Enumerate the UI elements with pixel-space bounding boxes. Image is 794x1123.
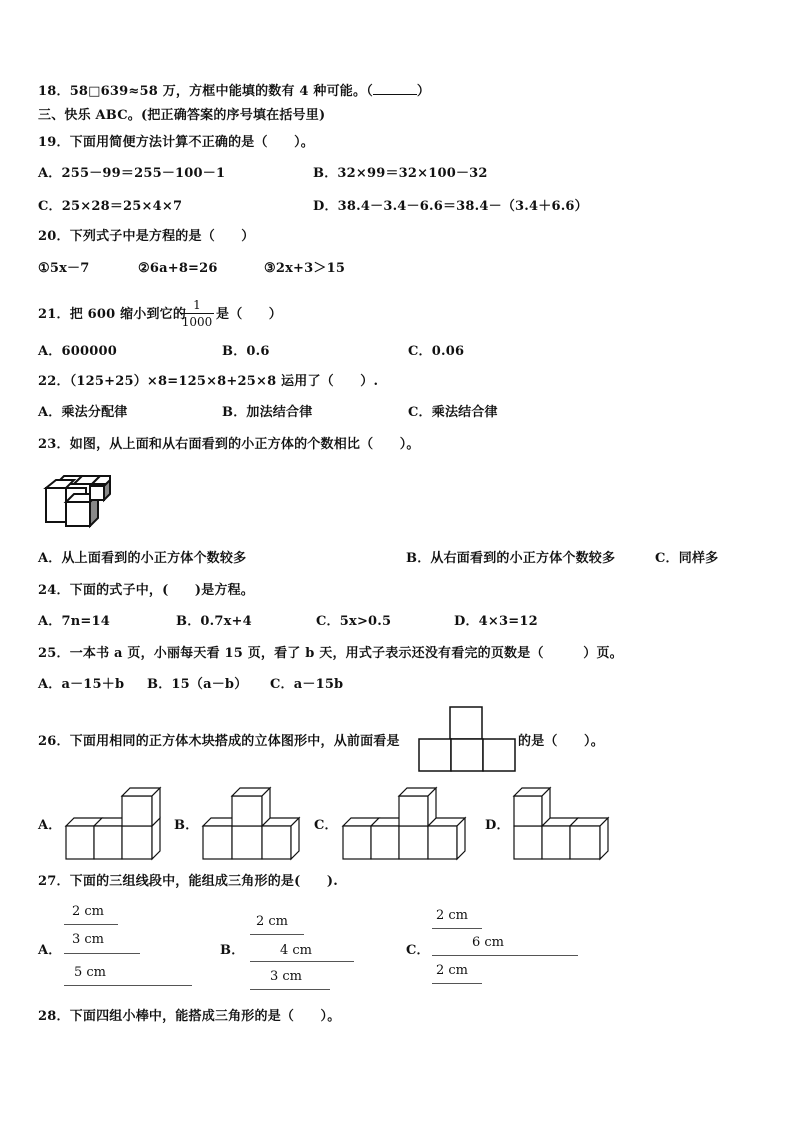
line-segment: [64, 924, 118, 925]
segment-length-label: 5 cm: [74, 965, 107, 980]
answer-blank[interactable]: [373, 83, 417, 95]
q24-option-d[interactable]: D．4×3=12: [454, 614, 538, 629]
section-heading: 三、快乐 ABC。(把正确答案的序号填在括号里): [38, 108, 326, 123]
fraction: [180, 297, 214, 330]
q20-option-1[interactable]: ①5x－7: [38, 261, 90, 276]
segment-length-label: 2 cm: [72, 904, 105, 919]
line-segment: [432, 928, 482, 929]
q23-option-c[interactable]: C．同样多: [655, 551, 719, 566]
question-23-stem: 23．如图，从上面和从右面看到的小正方体的个数相比（ ）。: [38, 437, 420, 452]
fraction-numerator: 1: [180, 297, 214, 314]
question-22-stem: 22．（125+25）×8=125×8+25×8 运用了（ ）.: [38, 374, 379, 389]
q26-option-b-figure[interactable]: [202, 786, 308, 862]
q20-option-2[interactable]: ②6a+8=26: [138, 261, 218, 276]
q27-option-c-label[interactable]: C．: [406, 943, 430, 958]
q21-option-a[interactable]: A．600000: [38, 344, 117, 359]
segment-length-label: 2 cm: [436, 908, 469, 923]
line-segment: [250, 989, 330, 990]
q26-stem-pre: 26．下面用相同的正方体木块搭成的立体图形中，从前面看是: [38, 734, 400, 749]
question-20-stem: 20．下列式子中是方程的是（ ）: [38, 229, 255, 244]
q22-option-c[interactable]: C．乘法结合律: [408, 405, 498, 420]
q25-option-c[interactable]: C．a－15b: [270, 677, 344, 692]
q18-close: ）: [416, 84, 431, 99]
line-segment: [64, 953, 140, 954]
q20-option-3[interactable]: ③2x+3＞15: [264, 261, 346, 276]
q19-option-c[interactable]: C．25×28＝25×4×7: [38, 199, 183, 214]
q22-option-a[interactable]: A．乘法分配律: [38, 405, 128, 420]
line-segment: [64, 985, 192, 986]
q24-option-c[interactable]: C．5x>0.5: [316, 614, 392, 629]
line-segment: [432, 983, 482, 984]
q24-option-a[interactable]: A．7n=14: [38, 614, 110, 629]
segment-length-label: 3 cm: [270, 969, 303, 984]
front-view-figure: [418, 706, 516, 772]
q19-option-a[interactable]: A．255－99＝255－100－1: [38, 166, 226, 181]
q19-option-b[interactable]: B．32×99＝32×100－32: [313, 166, 488, 181]
q26-option-d-label[interactable]: D．: [485, 818, 510, 833]
segment-length-label: 3 cm: [72, 932, 105, 947]
segment-length-label: 4 cm: [280, 943, 313, 958]
q26-option-d-figure[interactable]: [513, 786, 619, 862]
question-25-stem: 25．一本书 a 页，小丽每天看 15 页，看了 b 天，用式子表示还没有看完的页数是（ ）页。: [38, 646, 623, 661]
q21-stem-post: 是（ ）: [216, 307, 283, 322]
fraction-denominator: 1000: [181, 315, 213, 329]
question-27-stem: 27．下面的三组线段中，能组成三角形的是( ).: [38, 874, 338, 889]
q21-option-b[interactable]: B．0.6: [222, 344, 270, 359]
cube-arrangement-figure: [44, 476, 114, 530]
question-19-stem: 19．下面用简便方法计算不正确的是（ ）。: [38, 135, 314, 150]
q26-option-c-figure[interactable]: [342, 786, 470, 862]
q26-option-a-figure[interactable]: [65, 786, 171, 862]
question-18: [38, 83, 430, 100]
segment-length-label: 2 cm: [256, 914, 289, 929]
q21-option-c[interactable]: C．0.06: [408, 344, 465, 359]
q25-option-b[interactable]: B．15（a－b）: [147, 677, 248, 692]
q21-stem-pre: 21．把 600 缩小到它的: [38, 307, 187, 322]
q27-option-b-label[interactable]: B．: [220, 943, 245, 958]
q24-option-b[interactable]: B．0.7x+4: [176, 614, 252, 629]
question-28-stem: 28．下面四组小棒中，能搭成三角形的是（ ）。: [38, 1009, 341, 1024]
q19-option-d[interactable]: D．38.4－3.4－6.6＝38.4－（3.4＋6.6）: [313, 199, 588, 214]
segment-length-label: 6 cm: [472, 935, 505, 950]
q25-option-a[interactable]: A．a－15＋b: [38, 677, 125, 692]
segment-length-label: 2 cm: [436, 963, 469, 978]
q18-text: 18．58□639≈58 万，方框中能填的数有 4 种可能。（: [38, 84, 373, 99]
q27-option-a-label[interactable]: A．: [38, 943, 62, 958]
q23-option-a[interactable]: A．从上面看到的小正方体个数较多: [38, 551, 247, 566]
q23-option-b[interactable]: B．从右面看到的小正方体个数较多: [406, 551, 616, 566]
q26-option-a-label[interactable]: A．: [38, 818, 62, 833]
line-segment: [432, 955, 578, 956]
question-24-stem: 24．下面的式子中，( )是方程。: [38, 583, 254, 598]
line-segment: [250, 934, 304, 935]
q26-option-c-label[interactable]: C．: [314, 818, 338, 833]
line-segment: [250, 961, 354, 962]
q26-option-b-label[interactable]: B．: [174, 818, 199, 833]
q26-stem-post: 的是（ ）。: [518, 734, 604, 749]
q22-option-b[interactable]: B．加法结合律: [222, 405, 313, 420]
